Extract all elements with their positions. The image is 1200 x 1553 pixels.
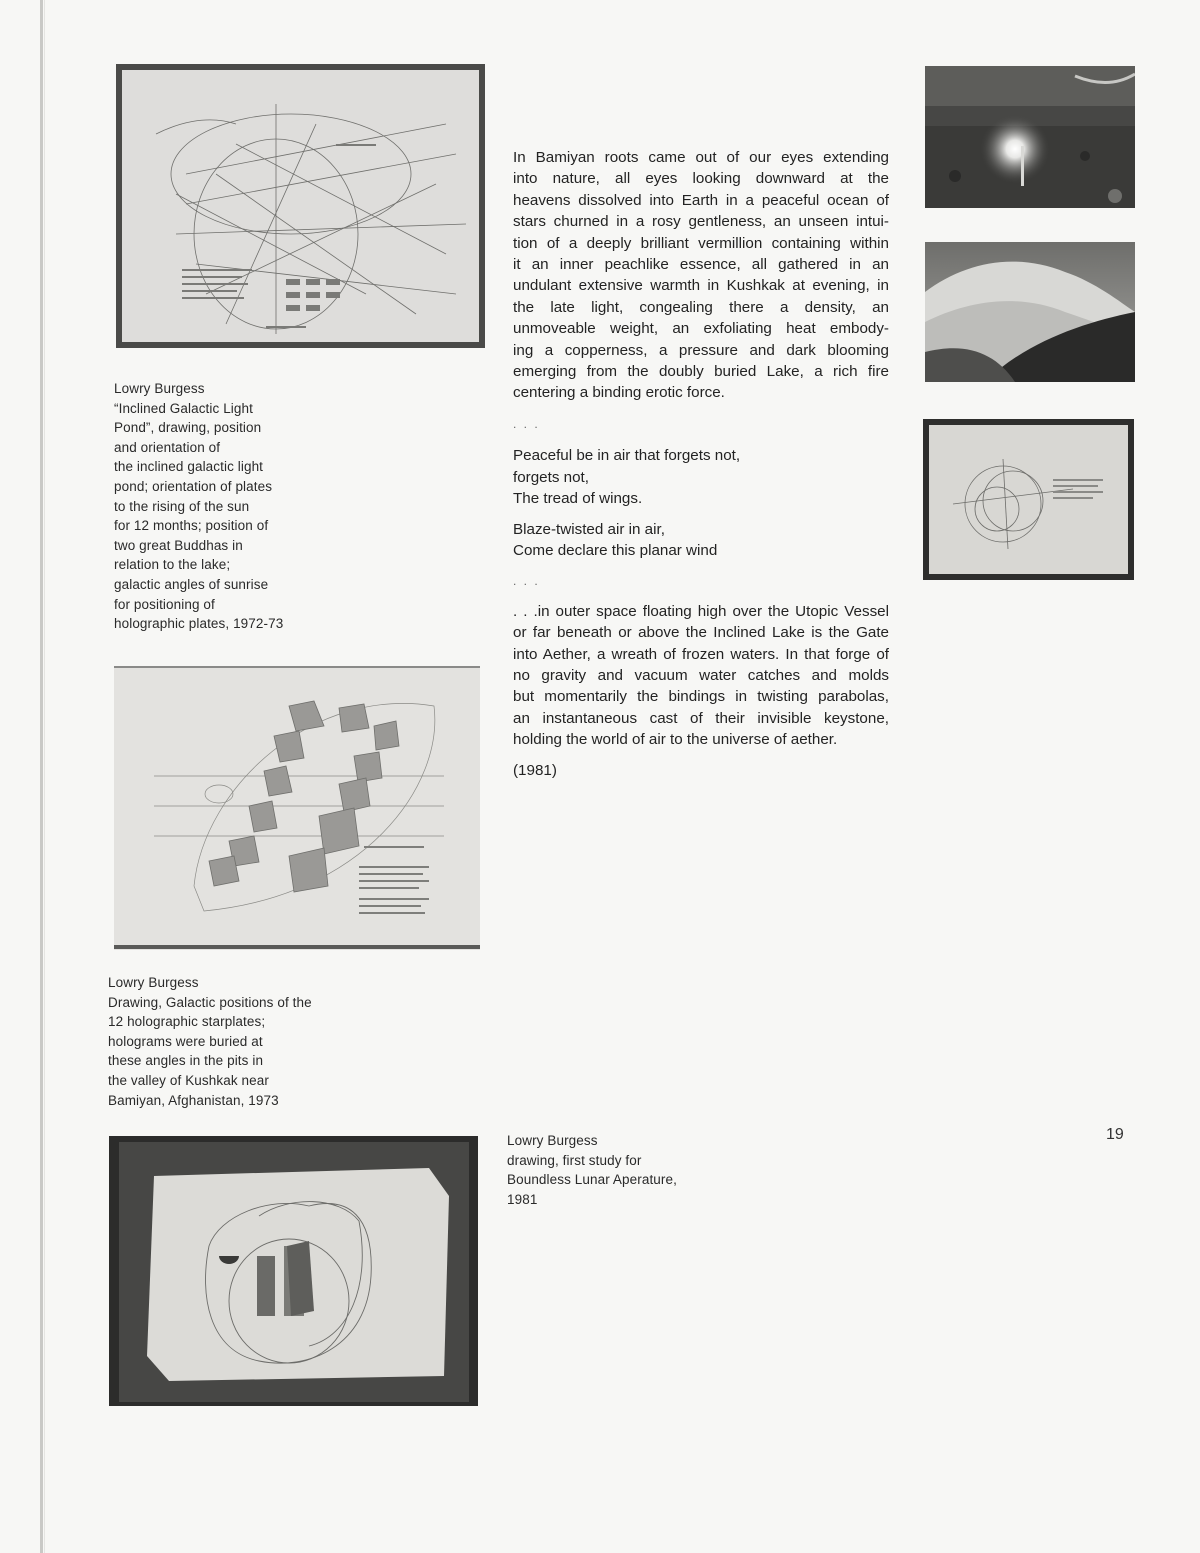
- text-line: unmoveable weight, an exfoliating heat embody-: [513, 320, 889, 338]
- verse-stanza-2: [513, 519, 889, 562]
- caption-line: Lowry Burgess: [114, 381, 205, 396]
- page-number: 19: [1106, 1126, 1124, 1143]
- caption-line: holographic plates, 1972-73: [114, 616, 284, 632]
- caption-line: to the rising of the sun: [114, 498, 250, 514]
- text-line: it an inner peachlike essence, all gathered in an: [513, 256, 889, 274]
- verse-line: The tread of wings.: [513, 490, 643, 508]
- caption-line: galactic angles of sunrise: [114, 576, 269, 592]
- book-spine-edge: [40, 0, 43, 1553]
- caption-line: for 12 months; position of: [114, 518, 269, 534]
- caption-line: 12 holographic starplates;: [108, 1014, 266, 1030]
- caption-line: Drawing, Galactic positions of the: [108, 994, 312, 1010]
- caption-line: Pond”, drawing, position: [114, 420, 262, 436]
- text-line: ing a copperness, a pressure and dark blooming: [513, 341, 889, 359]
- text-line: holding the world of air to the universe of aether.: [513, 731, 838, 749]
- caption-line: and orientation of: [114, 439, 221, 455]
- text-line: stars churned in a rosy gentleness, an unseen intui-: [513, 213, 889, 231]
- verse-line: forgets not,: [513, 468, 589, 486]
- caption-line: “Inclined Galactic Light: [114, 400, 253, 416]
- sand-dunes-photo: [925, 242, 1135, 382]
- lunar-study-photo: [923, 419, 1134, 580]
- caption-line: relation to the lake;: [114, 557, 231, 573]
- ellipsis-separator: . . .: [513, 416, 540, 431]
- essay-paragraph-bamiyan: [513, 147, 889, 404]
- book-spine-shadow: [44, 0, 45, 1553]
- text-line: emerging from the doubly buried Lake, a rich fire: [513, 363, 889, 381]
- ellipsis-separator: . . .: [513, 574, 540, 589]
- lunar-aperture-caption: [507, 1131, 707, 1209]
- text-line: into Aether, a wreath of frozen waters. In that forge of: [513, 645, 889, 663]
- starplates-drawing-image: [114, 666, 480, 950]
- starplates-drawing-caption: [108, 973, 338, 1110]
- text-line: no gravity and vacuum water catches and molds: [513, 666, 889, 684]
- text-line: but momentarily the bindings in twisting parabolas,: [513, 688, 889, 706]
- text-line: centering a binding erotic force.: [513, 384, 725, 402]
- caption-line: the inclined galactic light: [114, 459, 264, 475]
- essay-paragraph-aether: [513, 601, 889, 751]
- caption-line: 1981: [507, 1191, 538, 1207]
- text-line: undulant extensive warmth in Kushkak at evening, in: [513, 277, 889, 295]
- caption-line: pond; orientation of plates: [114, 478, 273, 494]
- caption-line: two great Buddhas in: [114, 537, 243, 553]
- text-line: an instantaneous cast of their invisible keystone,: [513, 709, 889, 727]
- text-line: into nature, all eyes looking downward at the: [513, 170, 889, 188]
- lunar-aperture-drawing-image: [109, 1136, 478, 1406]
- verse-line: Peaceful be in air that forgets not,: [513, 447, 741, 465]
- caption-line: Lowry Burgess: [507, 1133, 598, 1148]
- caption-line: drawing, first study for: [507, 1152, 642, 1168]
- text-line: heavens dissolved into Earth in a peaceful ocean of: [513, 191, 889, 209]
- pond-drawing-caption: [114, 379, 314, 634]
- caption-line: for positioning of: [114, 596, 215, 612]
- text-line: or far beneath or above the Inclined Lake is the Gate: [513, 624, 889, 642]
- caption-line: these angles in the pits in: [108, 1053, 264, 1069]
- caption-line: the valley of Kushkak near: [108, 1072, 269, 1088]
- caption-line: Bamiyan, Afghanistan, 1973: [108, 1092, 279, 1108]
- verse-line: Blaze-twisted air in air,: [513, 520, 665, 538]
- essay-date: (1981): [513, 761, 557, 779]
- verse-stanza-1: [513, 445, 889, 509]
- verse-line: Come declare this planar wind: [513, 541, 718, 559]
- caption-line: holograms were buried at: [108, 1033, 263, 1049]
- essay-text: [513, 147, 889, 781]
- text-line: the late light, congealing there a density, an: [513, 298, 889, 316]
- text-line: In Bamiyan roots came out of our eyes extending: [513, 149, 889, 166]
- caption-line: Lowry Burgess: [108, 975, 199, 990]
- caption-line: Boundless Lunar Aperature,: [507, 1172, 677, 1188]
- text-line: . . .in outer space floating high over the Utopic Vessel: [513, 602, 889, 620]
- text-line: tion of a deeply brilliant vermillion containing within: [513, 234, 889, 252]
- pond-drawing-image: [116, 64, 485, 348]
- desert-light-photo: [925, 66, 1135, 208]
